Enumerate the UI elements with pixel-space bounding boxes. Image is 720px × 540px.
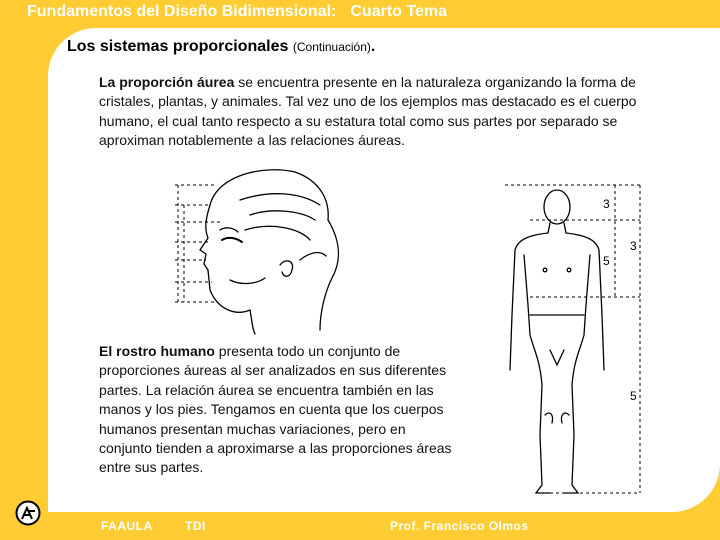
body-proportion-label-3b: 3 bbox=[630, 239, 637, 253]
subtitle-continuation: (Continuación) bbox=[292, 40, 371, 54]
slide-header bbox=[27, 3, 447, 21]
paragraph-golden-ratio bbox=[99, 73, 644, 151]
topic-title: Cuarto Tema bbox=[350, 3, 447, 20]
head-profile-figure bbox=[160, 160, 360, 335]
body-proportion-label-3a: 3 bbox=[603, 197, 610, 211]
subtitle-period: . bbox=[370, 38, 376, 55]
body-proportion-label-5b: 5 bbox=[630, 389, 637, 403]
subtitle-main: Los sistemas proporcionales bbox=[67, 38, 289, 55]
footer-department: TDI bbox=[185, 519, 206, 533]
paragraph2-text: presenta todo un conjunto de proporciones áureas al ser analizados en sus diferentes partes. La relación áurea se encuentra también en las manos y los pies. Tengamos en cuenta que los cuerpos humanos presentan muchas variaciones, pero en conjunto tienden a aproximarse a las proporciones áreas entre sus partes. bbox=[99, 343, 452, 476]
human-body-figure bbox=[490, 175, 665, 505]
body-proportion-label-5a: 5 bbox=[603, 254, 610, 268]
faaula-logo-icon bbox=[15, 500, 41, 526]
course-title: Fundamentos del Diseño Bidimensional: bbox=[27, 3, 337, 20]
paragraph1-text: se encuentra presente en la naturaleza organizando la forma de cristales, plantas, y animales. Tal vez uno de los ejemplos mas destacado es el cuerpo humano, el cual tanto respecto a su estatura total como sus partes por separado se aproximan notablemente a las relaciones áureas. bbox=[99, 74, 637, 149]
paragraph2-bold: El rostro humano bbox=[99, 343, 215, 359]
footer-institution: FAAULA bbox=[101, 519, 153, 533]
paragraph-human-face bbox=[99, 342, 459, 478]
section-subtitle bbox=[67, 38, 375, 56]
footer-professor: Prof. Francisco Olmos bbox=[390, 519, 529, 533]
paragraph1-bold: La proporción áurea bbox=[99, 74, 235, 90]
